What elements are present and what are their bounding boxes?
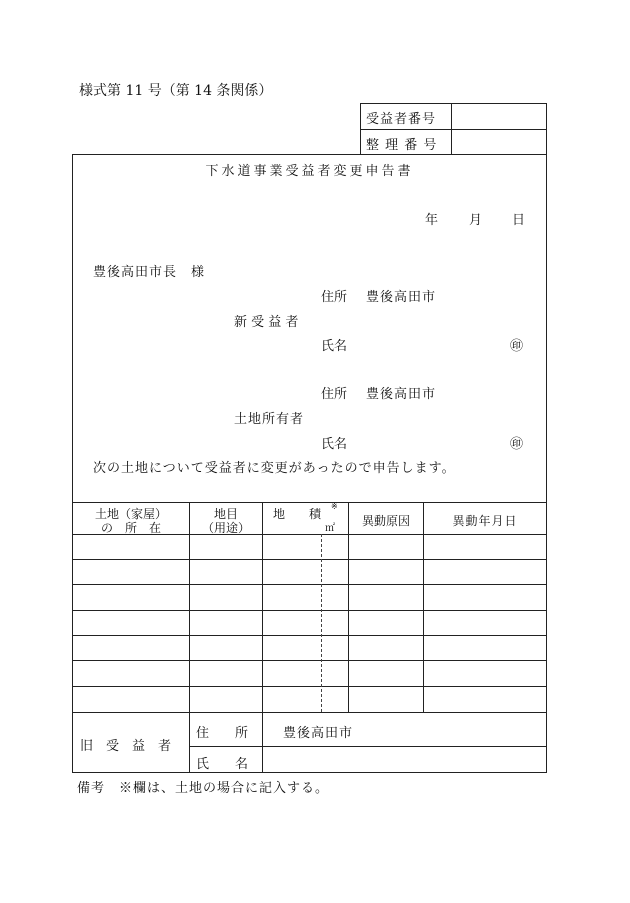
land-owner-seal-icon: ㊞ [510, 437, 524, 452]
former-beneficiary-label: 旧 受 益 者 [80, 739, 172, 754]
new-beneficiary-name-field[interactable] [360, 331, 500, 351]
table-row[interactable] [73, 560, 546, 584]
beneficiary-number-label: 受益者番号 [366, 112, 437, 127]
col-location-header-line1: 土地（家屋） [94, 507, 167, 521]
date-day-label: 日 [512, 213, 526, 228]
col-reason-header: 異動原因 [361, 514, 410, 528]
addressee: 豊後高田市長 様 [93, 265, 206, 280]
table-row[interactable] [73, 687, 546, 712]
table-row[interactable] [73, 535, 546, 559]
table-row[interactable] [73, 636, 546, 660]
land-owner-label: 土地所有者 [234, 412, 305, 427]
col-area-note-mark: ※ [331, 502, 338, 511]
land-owner-address-value[interactable]: 豊後高田市 [366, 387, 437, 402]
table-row[interactable] [73, 661, 546, 686]
col-date-header: 異動年月日 [452, 514, 518, 528]
reference-number-field[interactable] [452, 130, 546, 154]
land-owner-name-label: 氏名 [321, 437, 348, 452]
col-area-header: 地 積 [273, 507, 322, 521]
remarks: 備考 ※欄は、土地の場合に記入する。 [77, 781, 330, 796]
new-beneficiary-seal-icon: ㊞ [510, 339, 524, 354]
former-beneficiary-name-label: 氏 名 [196, 757, 249, 772]
new-beneficiary-name-label: 氏名 [321, 339, 348, 354]
reference-number-label: 整 理 番 号 [366, 138, 438, 153]
land-owner-name-field[interactable] [360, 429, 500, 449]
form-number: 様式第 11 号（第 14 条関係） [79, 83, 273, 99]
former-beneficiary-name-field[interactable] [263, 747, 546, 772]
date-year-label: 年 [425, 213, 439, 228]
statement: 次の土地について受益者に変更があったので申告します。 [93, 461, 456, 476]
new-beneficiary-address-value[interactable]: 豊後高田市 [366, 290, 437, 305]
col-category-header-line2: （用途） [201, 521, 250, 535]
new-beneficiary-label: 新 受 益 者 [234, 315, 299, 330]
beneficiary-number-field[interactable] [452, 104, 546, 129]
table-row[interactable] [73, 585, 546, 610]
col-location-header-line2: の 所 在 [100, 521, 161, 535]
land-owner-address-label: 住所 [321, 387, 348, 402]
table-row[interactable] [73, 611, 546, 635]
col-category-header-line1: 地目 [213, 507, 238, 521]
new-beneficiary-address-label: 住所 [321, 290, 348, 305]
date-month-label: 月 [469, 213, 483, 228]
form-title: 下水道事業受益者変更申告書 [205, 164, 414, 179]
former-beneficiary-address-value[interactable]: 豊後高田市 [283, 726, 354, 741]
col-area-unit: ㎡ [325, 523, 335, 534]
former-beneficiary-address-label: 住 所 [196, 726, 249, 741]
